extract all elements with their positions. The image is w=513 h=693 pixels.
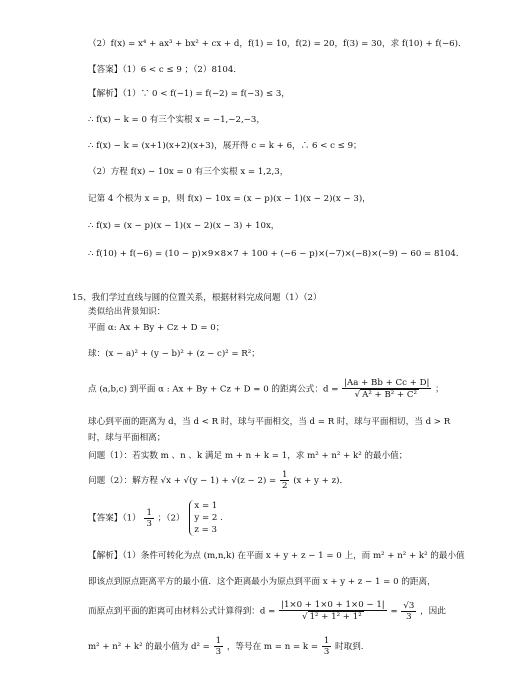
solution-3-prefix: 而原点到平面的距离可由材料公式计算得到：d = (88, 606, 276, 617)
solution-4-prefix: m² + n² + k² 的最小值为 d² = (88, 642, 210, 652)
answer-system-row-z: z = 3 (194, 525, 218, 535)
q14-answer: 【答案】（1）6 < c ≤ 9 ；（2）8104． (88, 65, 242, 75)
answer-equation-system (189, 500, 222, 536)
solution-3-suffix: ，因此 (420, 606, 446, 617)
solution-4-fraction-2 (322, 636, 331, 657)
q15-solution-line-2: 即该点到原点距离平方的最小值．这个距离最小为原点到平面 x + y + z − 1 = 0 的距离， (88, 577, 436, 587)
solution-4-mid: ，等号在 m = n = k = (226, 642, 319, 652)
q14-solution-line-4: （2）方程 f(x) − 10x = 0 有三个实根 x = 1,2,3， (88, 167, 289, 177)
distance-formula-suffix: ； (435, 384, 444, 395)
question-2-prefix: 问题（2）：解方程 √x + √(y − 1) + √(z − 2) = (88, 476, 277, 486)
question-2-denominator: 2 (281, 481, 288, 491)
question-2-numerator: 1 (281, 470, 288, 480)
question-2-suffix: (x + y + z)． (293, 476, 349, 486)
answer-prefix: 【答案】（1） (88, 513, 141, 524)
solution-3-result-fraction (401, 601, 416, 622)
answer-denominator: 3 (146, 518, 152, 529)
solution-3-result-denominator: 3 (406, 611, 412, 622)
solution-3-result-numerator: √3 (403, 600, 415, 611)
q15-center-distance-line-2: 时，球与平面相离； (88, 433, 166, 443)
q14-solution-line-3: ∴ f(x) − k = (x+1)(x+2)(x+3)，展开得 c = k + 6，∴ 6 < c ≤ 9； (88, 141, 362, 151)
q15-question-2 (88, 470, 348, 491)
distance-formula-numerator: |Aa + Bb + Cc + D| (344, 378, 430, 388)
q14-solution-line-7: ∴ f(10) + f(−6) = (10 − p)×9×8×7 + 100 + (−6 − p)×(−7)×(−8)×(−9) − 60 = 8104． (88, 249, 465, 259)
answer-mid: ；（2） (157, 513, 185, 524)
solution-4-fraction (214, 636, 223, 657)
q14-part2-problem: （2）f(x) = x⁴ + ax³ + bx² + cx + d，f(1) = 10，f(2) = 20，f(3) = 30，求 f(10) + f(−6)． (88, 39, 467, 49)
solution-3-fraction (279, 600, 387, 622)
q15-answer (88, 500, 223, 536)
answer-numerator: 1 (146, 507, 152, 518)
q14-solution-line-1: 【解析】（1）∵ 0 < f(−1) = f(−2) = f(−3) ≤ 3， (88, 89, 290, 99)
solution-4-denominator: 3 (215, 647, 222, 657)
q15-question-1: 问题（1）：若实数 m 、n 、k 满足 m + n + k = 1，求 m² + n² + k² 的最小值； (88, 451, 408, 461)
answer-fraction (144, 508, 153, 529)
answer-system-row-y: y = 2 . (194, 513, 223, 523)
q15-solution-line-4 (88, 636, 364, 657)
solution-3-equals: = (390, 606, 398, 617)
q15-sphere-equation: 球：(x − a)² + (y − b)² + (z − c)² = R²； (88, 349, 260, 359)
answer-system-row-x: x = 1 (194, 501, 218, 511)
q14-solution-line-2: ∴ f(x) − k = 0 有三个实根 x = −1,−2,−3， (88, 115, 265, 125)
q15-solution-line-1: 【解析】（1）条件可转化为点 (m,n,k) 在平面 x + y + z − 1 = 0 上，而 m² + n² + k² 的最小值 (88, 551, 465, 561)
solution-3-denominator: √ 1² + 1² + 1² (302, 612, 362, 622)
solution-3-numerator: |1×0 + 1×0 + 1×0 − 1| (281, 600, 385, 610)
solution-4-numerator: 1 (215, 636, 222, 646)
question-2-fraction (280, 470, 289, 491)
q15-solution-line-3 (88, 600, 446, 622)
q15-distance-formula (88, 378, 444, 400)
q14-solution-line-6: ∴ f(x) = (x − p)(x − 1)(x − 2)(x − 3) + 10x， (88, 221, 280, 231)
q15-plane-equation: 平面 α: Ax + By + Cz + D = 0； (88, 323, 225, 333)
q15-center-distance-line-1: 球心到平面的距离为 d，当 d < R 时，球与平面相交，当 d = R 时，球与平面相切，当 d > R (88, 417, 451, 427)
distance-formula-denominator: √ A² + B² + C² (354, 390, 417, 400)
q14-solution-line-5: 记第 4 个根为 x = p，则 f(x) − 10x = (x − p)(x − 1)(x − 2)(x − 3)， (88, 194, 371, 204)
distance-formula-prefix: 点 (a,b,c) 到平面 α : Ax + By + Cz + D = 0 的距离公式：d = (88, 384, 339, 395)
solution-4-numerator-2: 1 (323, 636, 330, 646)
q15-intro: 类似给出背景知识： (88, 307, 166, 317)
solution-4-denominator-2: 3 (323, 647, 330, 657)
distance-formula-fraction (342, 378, 431, 400)
solution-4-suffix: 时取到. (335, 642, 364, 652)
q15-title: 15、我们学过直线与圆的位置关系，根据材料完成问题（1）（2） (72, 293, 322, 303)
